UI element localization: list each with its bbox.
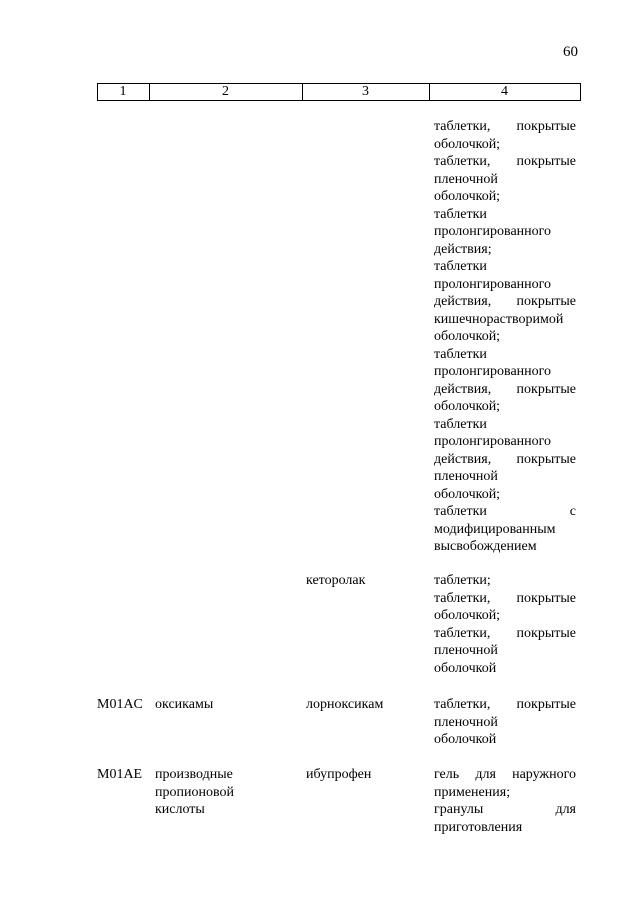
dosage-form-line: действия, покрытые	[434, 294, 576, 309]
dosage-form-line: оболочкой;	[434, 136, 501, 152]
dosage-form-line: таблетки;	[434, 573, 491, 588]
dosage-form-line: пролонгированного	[434, 364, 552, 379]
group-name	[155, 766, 234, 819]
dosage-form-line: пленочной	[434, 714, 498, 730]
dosage-form-line: приготовления	[434, 819, 523, 835]
header-col-2: 2	[222, 84, 229, 99]
dosage-form-line: оболочкой;	[434, 608, 501, 623]
dosage-form-line: оболочкой	[434, 660, 497, 676]
dosage-form-line: пленочной	[434, 171, 498, 187]
dosage-form-line: кишечнорастворимой	[434, 311, 564, 327]
dosage-form-line: таблетки	[434, 259, 487, 274]
page-number: 60	[563, 44, 578, 60]
dosage-form-line: таблетки	[434, 416, 487, 432]
dosage-form-line: пленочной	[434, 469, 498, 484]
dosage-form-line: таблетки, покрытые	[434, 119, 576, 134]
dosage-form-line: модифицированным	[434, 521, 556, 537]
dosage-form-line: действия, покрытые	[434, 451, 576, 467]
header-col-3: 3	[362, 84, 369, 99]
dosage-form-line: применения;	[434, 784, 511, 800]
drug-name: лорноксикам	[306, 697, 384, 712]
dosage-forms-cell	[434, 766, 576, 836]
dosage-form-line: действия, покрытые	[434, 381, 576, 397]
group-name-line: производные	[155, 767, 233, 782]
dosage-form-line: таблетки с	[434, 504, 576, 519]
dosage-form-line: действия;	[434, 241, 492, 257]
dosage-form-line: высвобождением	[434, 539, 537, 554]
header-divider	[580, 83, 581, 101]
dosage-form-line: оболочкой;	[434, 486, 501, 502]
dosage-form-line: таблетки, покрытые	[434, 154, 576, 169]
dosage-form-line: оболочкой;	[434, 399, 501, 414]
dosage-form-line: пролонгированного	[434, 434, 552, 449]
dosage-form-line: оболочкой;	[434, 329, 501, 344]
dosage-forms-cell	[434, 696, 576, 749]
dosage-form-line: оболочкой	[434, 732, 497, 747]
dosage-form-line: оболочкой;	[434, 189, 501, 204]
atc-code: M01AC	[97, 697, 143, 712]
atc-code: M01AE	[97, 767, 143, 782]
group-name-line: кислоты	[155, 802, 205, 817]
dosage-forms-cell	[434, 572, 576, 677]
dosage-forms-cell	[434, 118, 576, 556]
header-col-1: 1	[119, 84, 127, 99]
table-header	[97, 83, 581, 101]
dosage-form-line: таблетки, покрытые	[434, 590, 576, 606]
dosage-form-line: пролонгированного	[434, 276, 552, 292]
header-bottom-rule	[97, 100, 581, 101]
dosage-form-line: пленочной	[434, 643, 498, 658]
dosage-form-line: таблетки, покрытые	[434, 625, 576, 641]
group-name-line: пропионовой	[155, 784, 234, 800]
dosage-form-line: гель для наружного	[434, 767, 576, 782]
drug-name: кеторолак	[306, 573, 366, 588]
dosage-form-line: таблетки, покрытые	[434, 697, 576, 712]
group-name	[155, 696, 213, 714]
group-name-line: оксикамы	[155, 697, 214, 712]
dosage-form-line: гранулы для	[434, 802, 576, 817]
drug-name: ибупрофен	[306, 767, 372, 782]
dosage-form-line: таблетки	[434, 346, 487, 362]
dosage-form-line: таблетки	[434, 206, 487, 222]
dosage-form-line: пролонгированного	[434, 224, 552, 239]
header-col-4: 4	[501, 84, 508, 99]
